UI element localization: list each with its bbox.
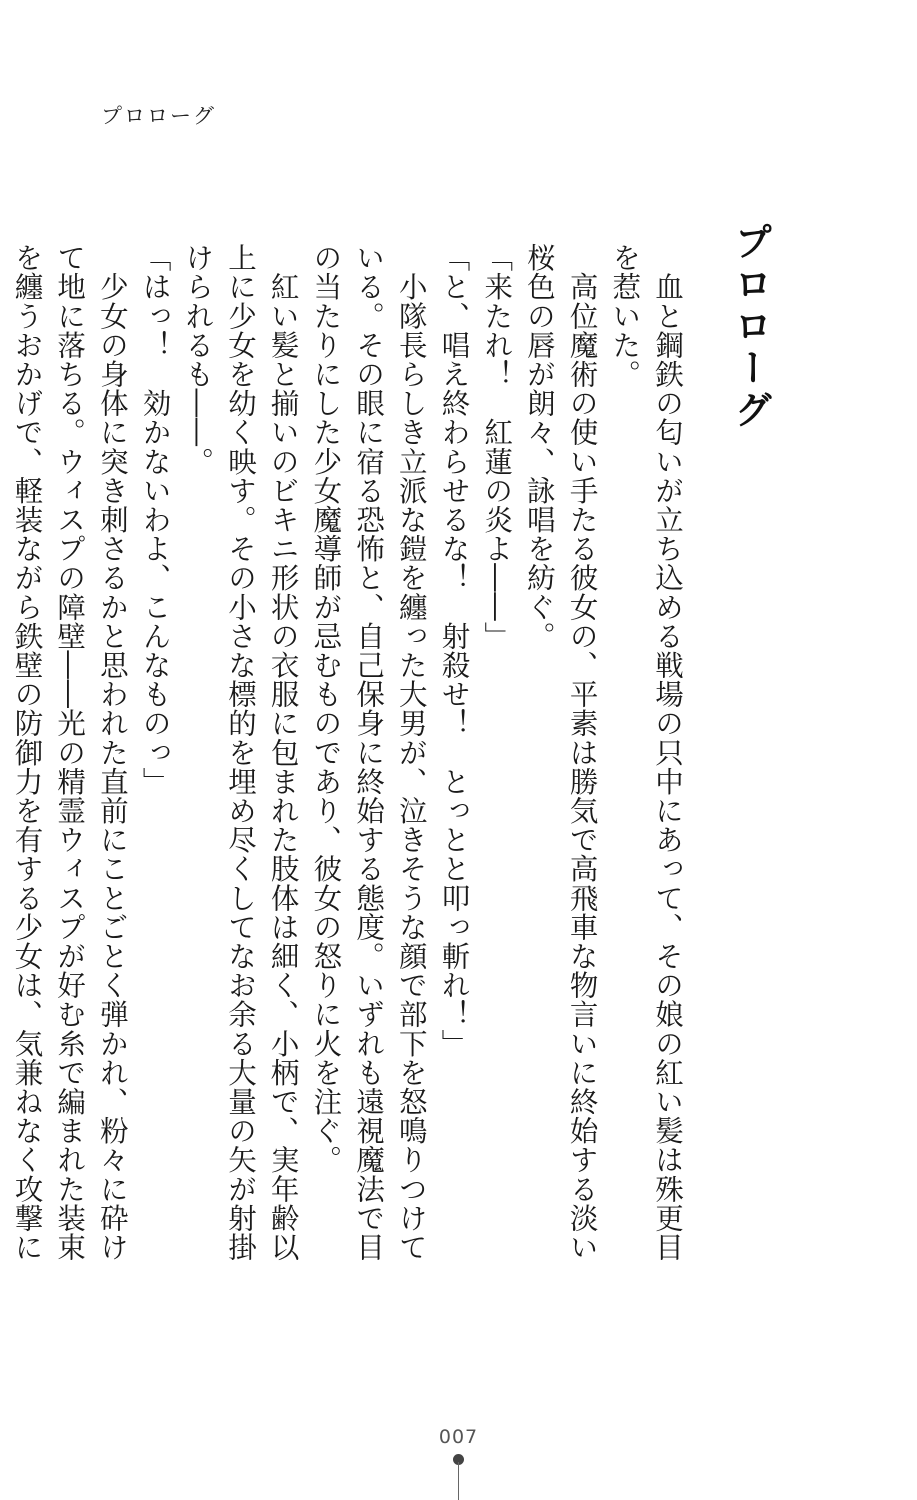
chapter-title: プロローグ	[728, 222, 772, 432]
paragraph: 血と鋼鉄の匂いが立ち込める戦場の只中にあって、その娘の紅い髪は殊更目を惹いた。	[608, 243, 684, 1262]
dialogue-line: 「と、唱え終わらせるな！ 射殺せ！ とっとと叩っ斬れ！」	[437, 243, 471, 1058]
running-head: プロローグ	[101, 104, 216, 128]
paragraph: 少女の身体に突き刺さるかと思われた直前にことごとく弾かれ、粉々に砕けて地に落ちる。ウィスプの障壁――光の精霊ウィスプが好む糸で編まれた装束を纏うおかげで、軽装ながら鉄壁の防御力を有する少女は、気兼ねなく攻撃に	[10, 243, 129, 1262]
dialogue-line: 「来たれ！ 紅蓮の炎よ――」	[480, 243, 514, 651]
paragraph: 小隊長らしき立派な鎧を纏った大男が、泣きそうな顔で部下を怒鳴りつけている。その眼に宿る恐怖と、自己保身に終始する態度。いずれも遠視魔法で目の当たりにした少女魔導師が忌むものであり、彼女の怒りに火を注ぐ。	[309, 243, 428, 1262]
dialogue-line: 「はっ！ 効かないわよ、こんなものっ」	[138, 243, 172, 796]
body-text	[0, 243, 688, 1263]
paragraph: 紅い髪と揃いのビキニ形状の衣服に包まれた肢体は細く、小柄で、実年齢以上に少女を幼く映す。その小さな標的を埋め尽くしてなお余る大量の矢が射掛けられるも――。	[181, 243, 300, 1262]
folio-line-ornament	[458, 1462, 459, 1500]
page-number: 007	[438, 1426, 479, 1448]
paragraph: 高位魔術の使い手たる彼女の、平素は勝気で高飛車な物言いに終始する淡い桜色の唇が朗々、詠唱を紡ぐ。	[522, 243, 599, 1262]
